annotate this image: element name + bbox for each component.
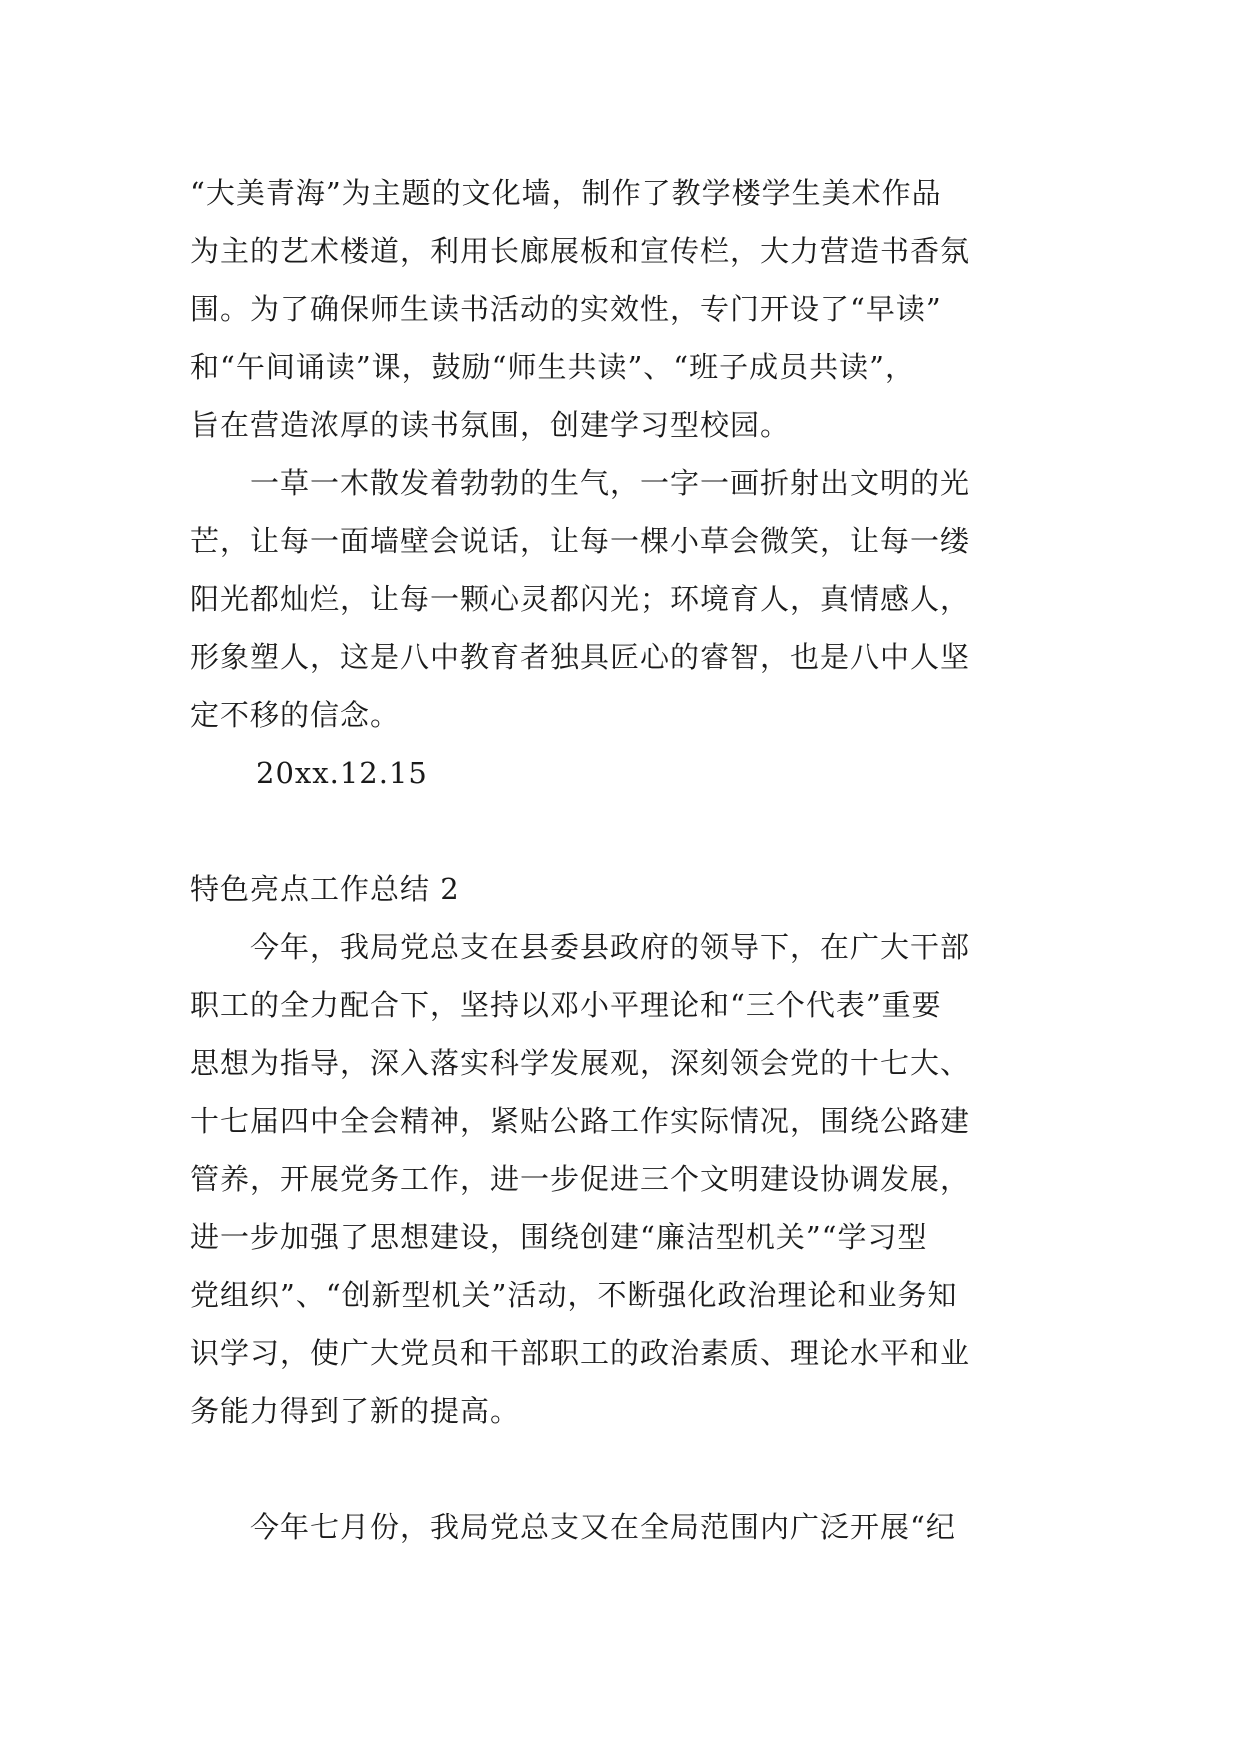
paragraph-line: 和“午间诵读”课，鼓励“师生共读”、“班子成员共读”， <box>190 350 915 384</box>
document-date: 20xx.12.15 <box>256 756 428 790</box>
paragraph-line: 十七届四中全会精神，紧贴公路工作实际情况，围绕公路建 <box>190 1104 971 1138</box>
paragraph-line: 今年七月份，我局党总支又在全局范围内广泛开展“纪 <box>190 1510 956 1544</box>
paragraph-line: 旨在营造浓厚的读书氛围，创建学习型校园。 <box>190 408 791 442</box>
paragraph-line: 围。为了确保师生读书活动的实效性，专门开设了“早读” <box>190 292 942 326</box>
paragraph-line: 务能力得到了新的提高。 <box>190 1394 521 1428</box>
paragraph-line: 今年，我局党总支在县委县政府的领导下，在广大干部 <box>190 930 971 964</box>
paragraph-line: “大美青海”为主题的文化墙，制作了教学楼学生美术作品 <box>190 176 942 210</box>
paragraph-line: 定不移的信念。 <box>190 698 401 732</box>
paragraph-line: 管养，开展党务工作，进一步促进三个文明建设协调发展， <box>190 1162 971 1196</box>
paragraph-line: 形象塑人，这是八中教育者独具匠心的睿智，也是八中人坚 <box>190 640 971 674</box>
section-heading: 特色亮点工作总结 2 <box>190 872 460 906</box>
paragraph-line: 党组织”、“创新型机关”活动，不断强化政治理论和业务知 <box>190 1278 958 1312</box>
paragraph-line: 识学习，使广大党员和干部职工的政治素质、理论水平和业 <box>190 1336 971 1370</box>
paragraph-line: 为主的艺术楼道，利用长廊展板和宣传栏，大力营造书香氛 <box>190 234 971 268</box>
paragraph-line: 进一步加强了思想建设，围绕创建“廉洁型机关”“学习型 <box>190 1220 928 1254</box>
paragraph-line: 芒，让每一面墙壁会说话，让每一棵小草会微笑，让每一缕 <box>190 524 971 558</box>
paragraph-line: 职工的全力配合下，坚持以邓小平理论和“三个代表”重要 <box>190 988 942 1022</box>
paragraph-line: 一草一木散发着勃勃的生气，一字一画折射出文明的光 <box>190 466 971 500</box>
paragraph-line: 思想为指导，深入落实科学发展观，深刻领会党的十七大、 <box>190 1046 971 1080</box>
paragraph-line: 阳光都灿烂，让每一颗心灵都闪光；环境育人，真情感人， <box>190 582 971 616</box>
